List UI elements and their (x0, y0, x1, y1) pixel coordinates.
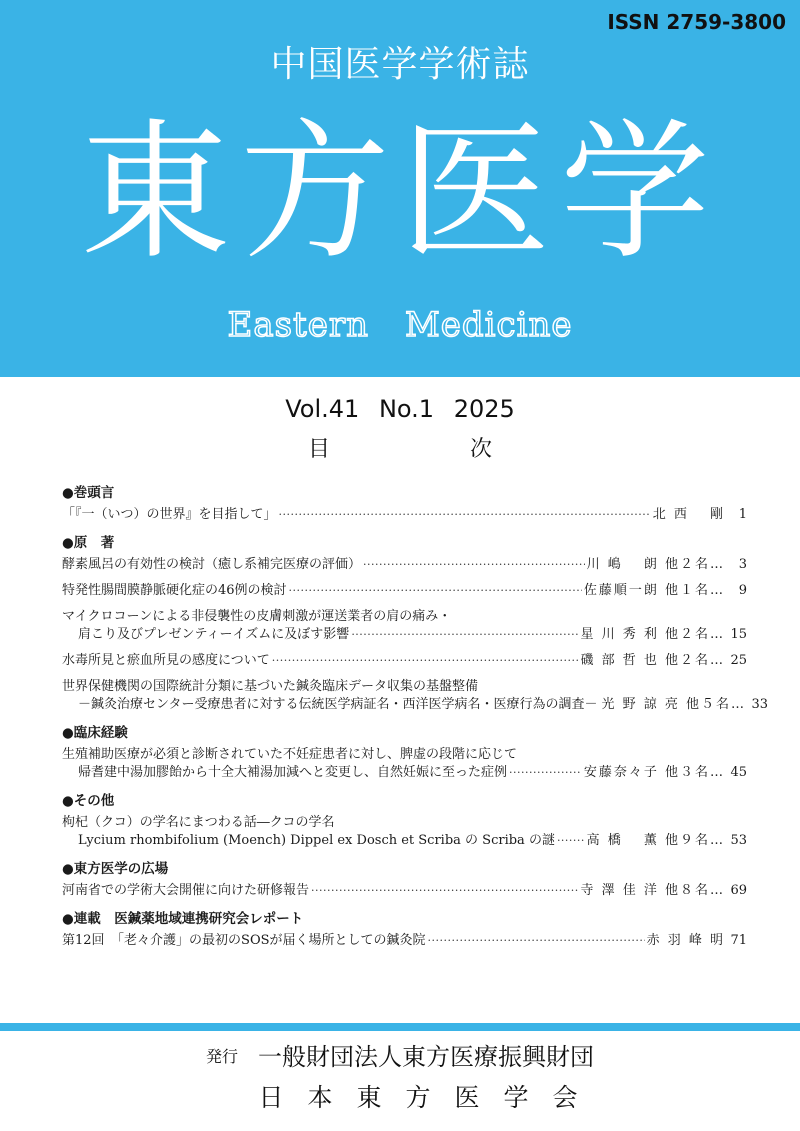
toc-entry[interactable] (62, 556, 747, 574)
section-heading: ●その他 (62, 793, 115, 809)
entry-title: 生殖補助医療が必須と診断されていた不妊症患者に対し、脾虚の段階に応じて (62, 747, 518, 762)
dot-leader (428, 932, 645, 950)
section-heading: ●臨床経験 (62, 725, 128, 741)
toc-entry-line (62, 814, 747, 832)
entry-title: 枸杞（クコ）の学名にまつわる話―クコの学名 (62, 815, 335, 830)
entry-page: 69 (730, 883, 747, 898)
entry-title: マイクロコーンによる非侵襲性の皮膚刺激が運送業者の肩の痛み・ (62, 609, 452, 624)
entry-title: 河南省での学術大会開催に向けた研修報告 (62, 883, 310, 898)
publisher-block (0, 1040, 800, 1114)
issue-info (0, 395, 800, 423)
entry-author: 佐藤順一朗 他１名… (583, 583, 725, 598)
toc-entry-line (62, 608, 747, 626)
issue-year: 2025 (453, 395, 515, 423)
english-title-word: Eastern (227, 305, 369, 345)
toc-entry[interactable] (62, 582, 747, 600)
toc-entry[interactable] (62, 652, 747, 670)
entry-page: 9 (738, 583, 747, 598)
entry-author: 高 橋 薫 他９名… (586, 833, 725, 848)
entry-author: 星 川 秀 利 他２名… (580, 627, 725, 642)
entry-title: 帰耆建中湯加膠飴から十全大補湯加減へと変更し、自然妊娠に至った症例 (78, 765, 508, 780)
toc-entry[interactable] (62, 678, 769, 714)
entry-page: 1 (738, 507, 747, 522)
toc-entry[interactable] (62, 932, 747, 950)
journal-subtitle: 中国医学学術誌 (270, 44, 530, 85)
entry-title: 水毒所見と瘀血所見の感度について (62, 653, 270, 668)
toc-entry[interactable] (62, 506, 747, 524)
entry-title: －鍼灸治療センター受療患者に対する伝統医学病証名・西洋医学病名・医療行為の調査－ (78, 697, 598, 712)
journal-title: 東方医学 (79, 106, 720, 280)
toc-heading (0, 432, 800, 463)
entry-title: 世界保健機関の国際統計分類に基づいた鍼灸臨床データ収集の基盤整備 (62, 679, 479, 694)
section-heading: ●巻頭言 (62, 485, 115, 501)
entry-page: 45 (730, 765, 747, 780)
society-name: 日本東方医学会 (258, 1083, 602, 1112)
toc-entry-line (62, 652, 747, 670)
entry-page: 33 (751, 697, 769, 712)
dot-leader (279, 506, 651, 524)
section-heading: ●原 著 (62, 535, 115, 551)
entry-page: 25 (730, 653, 747, 668)
dot-leader (509, 764, 582, 782)
toc-entry-line (62, 746, 747, 764)
journal-english-title (0, 305, 800, 345)
toc-entry[interactable] (62, 608, 747, 644)
cover-header-band (0, 0, 800, 377)
toc-entry-line (62, 832, 747, 850)
dot-leader (311, 882, 578, 900)
toc-entry[interactable] (62, 882, 747, 900)
bottom-accent-bar (0, 1023, 800, 1031)
toc-entry[interactable] (62, 814, 747, 850)
entry-author: 光 野 諒 亮 他５名… (601, 697, 747, 712)
toc-heading-char: 目 (307, 437, 330, 462)
entry-page: 53 (730, 833, 747, 848)
entry-title: 特発性腸間膜静脈硬化症の46例の検討 (62, 583, 287, 598)
publisher-name: 一般財団法人東方医療振興財団 (258, 1043, 594, 1071)
table-of-contents (62, 484, 769, 958)
entry-page: 71 (730, 933, 747, 948)
toc-entry-line (62, 582, 747, 600)
toc-entry[interactable] (62, 746, 747, 782)
entry-page: 3 (738, 557, 747, 572)
entry-page: 15 (730, 627, 747, 642)
dot-leader (289, 582, 582, 600)
toc-entry-line (62, 506, 747, 524)
issue-number: No.1 (378, 395, 435, 423)
english-title-word: Medicine (404, 305, 573, 345)
toc-heading-char: 次 (470, 437, 493, 462)
entry-author: 川 嶋 朗 他２名… (586, 557, 725, 572)
dot-leader (272, 652, 579, 670)
toc-entry-line (62, 626, 747, 644)
publisher-row (0, 1040, 800, 1074)
dot-leader (557, 832, 585, 850)
entry-author: 赤 羽 峰 明 (646, 933, 725, 948)
dot-leader (351, 626, 578, 644)
issn-number: ISSN 2759-3800 (607, 10, 786, 34)
publisher-label: 発行 (205, 1047, 238, 1066)
entry-title: 肩こり及びプレゼンティーイズムに及ぼす影響 (78, 627, 350, 642)
entry-title: 第12回 「老々介護」の最初のSOSが届く場所としての鍼灸院 (62, 933, 426, 948)
entry-title: 酵素風呂の有効性の検討（癒し系補完医療の評価） (62, 557, 362, 572)
toc-entry-line (62, 882, 747, 900)
volume-number: Vol.41 (285, 395, 360, 423)
toc-entry-line (62, 678, 747, 696)
entry-title: Lycium rhombifolium (Moench) Dippel ex Dosch et Scriba の Scriba の謎 (78, 833, 555, 848)
section-heading: ●連載 医鍼薬地域連携研究会レポート (62, 911, 304, 927)
toc-entry-line (62, 764, 747, 782)
entry-author: 磯 部 哲 也 他２名… (580, 653, 725, 668)
toc-entry-line (62, 556, 747, 574)
entry-author: 安藤奈々子 他３名… (583, 765, 725, 780)
dot-leader (363, 556, 585, 574)
entry-author: 寺 澤 佳 洋 他８名… (580, 883, 725, 898)
toc-entry-line (62, 932, 747, 950)
entry-author: 北 西 剛 (652, 507, 725, 522)
entry-title: 「『一（いつ）の世界』を目指して」 (62, 507, 277, 522)
section-heading: ●東方医学の広場 (62, 861, 169, 877)
toc-entry-line (62, 696, 769, 714)
